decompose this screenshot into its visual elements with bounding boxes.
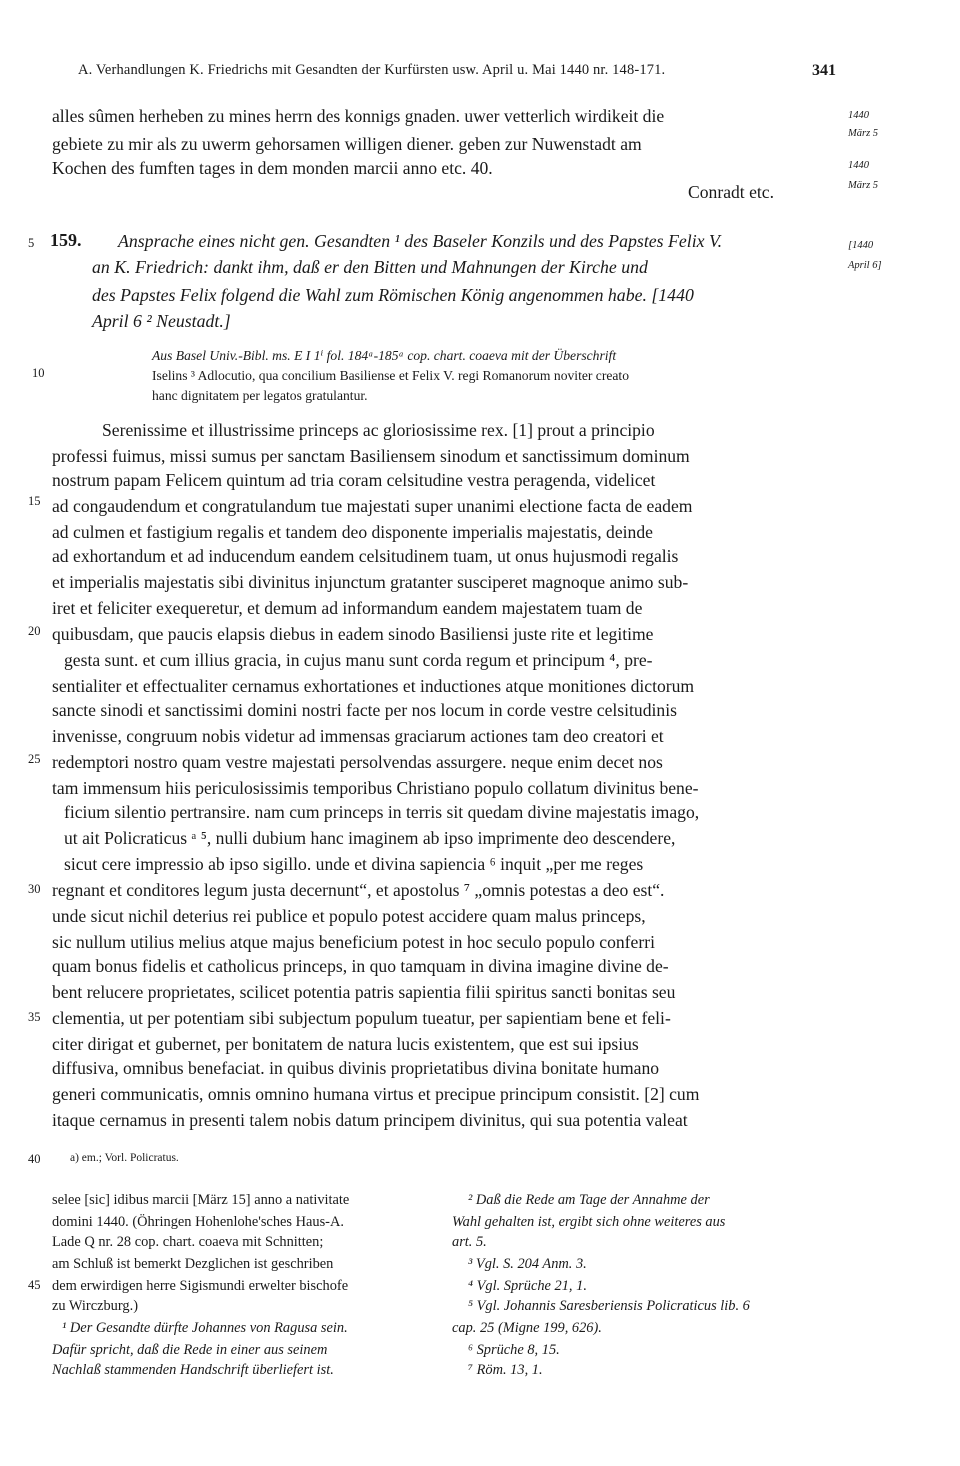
margin-date-month: März 5 [848,180,879,191]
regest-line: Ansprache eines nicht gen. Gesandten ¹ des Baseler Konzils und des Papstes Felix V. [118,231,723,251]
text-line: itaque cernamus in presenti talem nobis datum principem divinitus, qui sua potentia valeat [52,1110,688,1130]
text-line: sentialiter et effectualiter cernamus exhortationes et inductiones atque monitiones dictorum [52,676,695,696]
text-line: Serenissime et illustrissime princeps ac gloriosissime rex. [1] prout a principio [102,420,655,440]
text-line: nostrum papam Felicem quintum ad tria coram celsitudine vestra peragenda, videlicet [52,470,656,490]
text-line: sicut cere impressio ab ipso sigillo. unde et divina sapiencia ⁶ inquit „per me reges [64,854,644,874]
intro-line: alles sûmen herheben zu mines herrn des konnigs gnaden. uwer vetterlich wirdikeit die [52,106,665,126]
footnote-line: Wahl gehalten ist, ergibt sich ohne weiteres aus [452,1214,726,1230]
text-line: sancte sinodi et sanctissimi domini nostri facte per nos locum in corde vestre celsitudinis [52,700,677,720]
margin-date-month: März 5 [848,128,879,139]
margin-date-year: 1440 [848,160,869,171]
text-line: ad exhortandum et ad inducendum eandem celsitudinem tuam, ut onus hujusmodi regalis [52,546,679,566]
footnote-line: Lade Q nr. 28 cop. chart. coaeva mit Schnitten; [52,1234,324,1250]
regest-line: an K. Friedrich: dankt ihm, daß er den Bitten und Mahnungen der Kirche und [92,257,648,277]
intro-line: gebiete zu mir als zu uwerm gehorsamen willigen diener. geben zur Nuwenstadt am [52,134,642,154]
margin-date-year: 1440 [848,110,869,121]
text-line: regnant et conditores legum justa decernunt“, et apostolus ⁷ „omnis potestas a deo est“. [52,880,665,900]
text-line: et imperialis majestatis sibi divinitus injunctum gratanter susciperet magnoque animo sub- [52,572,689,592]
footnote-line: art. 5. [452,1234,487,1250]
text-line: quibusdam, que paucis elapsis diebus in eadem sinodo Basiliensi juste rite et legitime [52,624,654,644]
footnote-line: cap. 25 (Migne 199, 626). [452,1320,602,1336]
source-line: Aus Basel Univ.-Bibl. ms. E I 1ⁱ fol. 184ᵃ-185ᵃ cop. chart. coaeva mit der Überschrift [152,348,617,363]
document-number: 159. [50,230,82,250]
line-number: 25 [28,752,41,766]
footnote-line: Nachlaß stammenden Handschrift überliefert ist. [52,1362,334,1378]
text-line: ad congaudendum et congratulandum tue majestati super unanimi electione facta de eadem [52,496,693,516]
footnote-line: am Schluß ist bemerkt Dezglichen ist geschriben [52,1256,334,1272]
regest-line: April 6 ² Neustadt.] [92,311,231,331]
text-line: citer dirigat et gubernet, per bonitatem de natura lucis existentem, que est sui ipsius [52,1034,639,1054]
text-line: ad culmen et fastigium regalis et tandem deo disponente imperialis majestatis, deinde [52,522,653,542]
line-number: 10 [32,366,45,380]
text-line: tam immensum hiis periculosissimis temporibus Christiano populo collatum divinitus bene- [52,778,699,798]
line-number: 5 [28,236,35,250]
text-line: quam bonus fidelis et catholicus princeps, in quo tamquam in divina imagine divine de- [52,956,669,976]
footnote-line: domini 1440. (Öhringen Hohenlohe'sches Haus-A. [52,1214,344,1230]
intro-line: Kochen des fumften tages in dem monden marcii anno etc. 40. [52,158,493,178]
running-header: A. Verhandlungen K. Friedrichs mit Gesandten der Kurfürsten usw. April u. Mai 1440 nr. 148-171. [78,62,666,78]
footnote-line: ² Daß die Rede am Tage der Annahme der [468,1192,710,1208]
footnote-line: selee [sic] idibus marcii [März 15] anno a nativitate [52,1192,350,1208]
text-line: unde sicut nichil deterius rei publice et populo potest accidere quam malus princeps, [52,906,646,926]
text-line: redemptori nostro quam vestre majestati persolvendas assurgere. neque enim decet nos [52,752,663,772]
text-line: ficium silentio pertransire. nam cum princeps in terris sit quedam divine majestatis imago, [64,802,700,822]
line-number: 30 [28,882,41,896]
text-line: clementia, ut per potentiam sibi subjectum populum tueatur, per sapientiam bene et feli- [52,1008,671,1028]
line-number: 40 [28,1152,41,1166]
footnote-line: dem erwirdigen herre Sigismundi erwelter bischofe [52,1278,349,1294]
footnote-line: ⁷ Röm. 13, 1. [468,1362,543,1378]
source-line: hanc dignitatem per legatos gratulantur. [152,388,368,403]
footnote-line: Dafür spricht, daß die Rede in einer aus seinem [52,1342,328,1358]
regest-line: des Papstes Felix folgend die Wahl zum Römischen König angenommen habe. [1440 [92,285,694,305]
footnote-line: ³ Vgl. S. 204 Anm. 3. [468,1256,587,1272]
source-line: Iselins ³ Adlocutio, qua concilium Basiliense et Felix V. regi Romanorum noviter creato [152,368,630,383]
footnote-line: zu Wirczburg.) [52,1298,138,1314]
line-number: 35 [28,1010,41,1024]
footnote-line: ⁶ Sprüche 8, 15. [468,1342,560,1358]
text-line: professi fuimus, missi sumus per sanctam Basiliensem sinodum et sanctissimum dominum [52,446,690,466]
text-line: iret et feliciter exequeretur, et demum ad informandum eandem majestatem tuam de [52,598,643,618]
text-line: ut ait Policraticus ᵃ ⁵, nulli dubium hanc imaginem ab ipso imprimente deo descendere, [64,828,676,848]
footnote-line: ⁴ Vgl. Sprüche 21, 1. [468,1278,587,1294]
margin-date-year: [1440 [848,240,874,251]
text-line: bent relucere proprietates, scilicet potentia patris sapientia filii spiritus sancti bonitas seu [52,982,676,1002]
margin-date-month: April 6] [848,260,882,271]
line-number: 45 [28,1278,41,1292]
footnote-line: ⁵ Vgl. Johannis Saresberiensis Policraticus lib. 6 [468,1298,750,1314]
line-number: 15 [28,494,41,508]
text-line: sic nullum utilius melius atque majus beneficium potest in hoc seculo populo conferri [52,932,655,952]
page-number: 341 [812,62,836,79]
line-number: 20 [28,624,41,638]
signature: Conradt etc. [688,182,774,202]
text-line: invenisse, congruum nobis videtur ad immensas graciarum actiones tam deo creatori et [52,726,664,746]
text-line: diffusiva, omnibus benefaciat. in quibus divinis proprietatibus divina bonitate humano [52,1058,660,1078]
text-line: generi communicatis, omnis omnino humana virtus et precipue principum consistit. [2] cum [52,1084,700,1104]
footnote-apparatus: a) em.; Vorl. Policratus. [70,1152,179,1164]
text-line: gesta sunt. et cum illius gracia, in cujus manu sunt corda regum et principum ⁴, pre- [64,650,653,670]
footnote-line: ¹ Der Gesandte dürfte Johannes von Ragusa sein. [62,1320,348,1336]
